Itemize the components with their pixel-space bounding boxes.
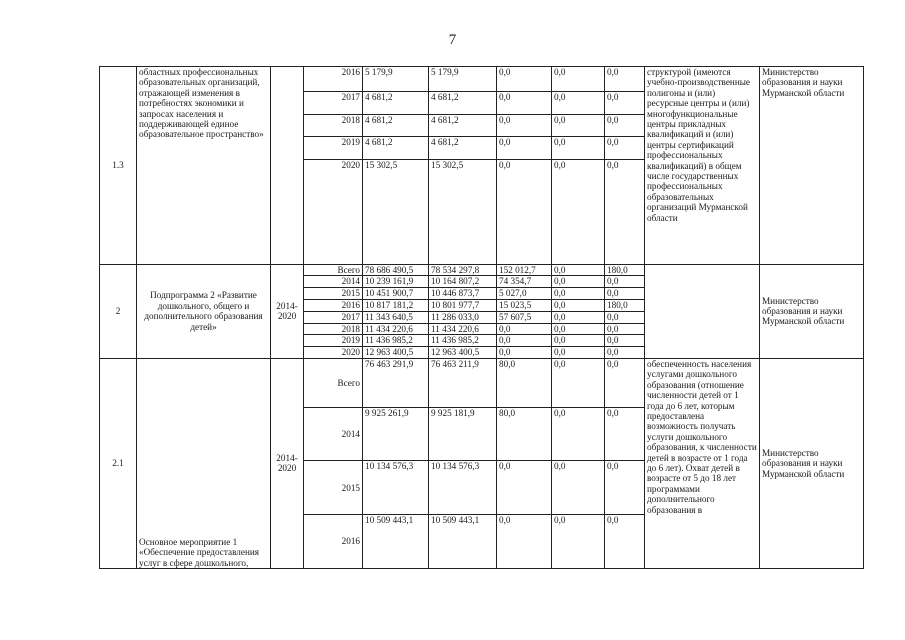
other-cell: 0,0	[605, 67, 645, 92]
other-cell: 0,0	[605, 347, 645, 359]
regional-cell: 5 179,9	[429, 67, 497, 92]
total-cell: 4 681,2	[363, 91, 429, 114]
regional-cell: 9 925 181,9	[429, 407, 497, 461]
federal-cell: 0,0	[497, 137, 552, 160]
regional-cell: 78 534 297,8	[429, 264, 497, 276]
total-cell: 76 463 291,9	[363, 358, 429, 407]
year-cell: 2017	[304, 311, 363, 323]
year-cell: 2016	[304, 67, 363, 92]
executor: Министерство образования и науки Мурманской области	[760, 358, 864, 568]
year-cell: 2017	[304, 91, 363, 114]
regional-cell: 10 801 977,7	[429, 299, 497, 311]
regional-cell: 11 286 033,0	[429, 311, 497, 323]
regional-cell: 76 463 211,9	[429, 358, 497, 407]
total-cell: 10 134 576,3	[363, 461, 429, 515]
activity-name: Подпрограмма 2 «Развитие дошкольного, общего и дополнительного образования детей»	[137, 264, 271, 358]
total-cell: 15 302,5	[363, 160, 429, 264]
local-cell: 0,0	[552, 137, 605, 160]
regional-cell: 4 681,2	[429, 114, 497, 137]
federal-cell: 0,0	[497, 335, 552, 347]
federal-cell: 0,0	[497, 67, 552, 92]
other-cell: 0,0	[605, 407, 645, 461]
total-cell: 10 817 181,2	[363, 299, 429, 311]
total-cell: 11 436 985,2	[363, 335, 429, 347]
year-cell: 2014	[304, 407, 363, 461]
regional-cell: 11 434 220,6	[429, 323, 497, 335]
year-cell: 2014	[304, 276, 363, 288]
year-cell: 2020	[304, 347, 363, 359]
federal-cell: 80,0	[497, 358, 552, 407]
federal-cell: 0,0	[497, 114, 552, 137]
period	[271, 67, 304, 265]
local-cell: 0,0	[552, 515, 605, 569]
total-cell: 10 451 900,7	[363, 288, 429, 300]
year-cell: 2019	[304, 137, 363, 160]
federal-cell: 57 607,5	[497, 311, 552, 323]
indicator: структурой (имеются учебно-производственные полигоны и (или) ресурсные центры и (или) многофункциональные центры прикладных квалификаций и (или) центры сертификаций профессиональных квалификаций) в общем числе государственных профессиональных образовательных организаций Мурманской области	[645, 67, 760, 265]
regional-cell: 10 134 576,3	[429, 461, 497, 515]
year-cell: 2019	[304, 335, 363, 347]
year-cell: 2016	[304, 299, 363, 311]
row-number: 2	[100, 264, 137, 358]
total-cell: 9 925 261,9	[363, 407, 429, 461]
regional-cell: 4 681,2	[429, 137, 497, 160]
local-cell: 0,0	[552, 335, 605, 347]
other-cell: 0,0	[605, 358, 645, 407]
local-cell: 0,0	[552, 347, 605, 359]
year-cell: 2018	[304, 323, 363, 335]
table-row	[100, 264, 864, 276]
federal-cell: 5 027,0	[497, 288, 552, 300]
regional-cell: 10 446 873,7	[429, 288, 497, 300]
period: 2014-2020	[271, 358, 304, 568]
other-cell: 0,0	[605, 461, 645, 515]
federal-cell: 152 012,7	[497, 264, 552, 276]
regional-cell: 15 302,5	[429, 160, 497, 264]
year-cell: Всего	[304, 358, 363, 407]
period: 2014-2020	[271, 264, 304, 358]
executor: Министерство образования и науки Мурманской области	[760, 67, 864, 265]
other-cell: 0,0	[605, 323, 645, 335]
regional-cell: 11 436 985,2	[429, 335, 497, 347]
other-cell: 0,0	[605, 335, 645, 347]
regional-cell: 4 681,2	[429, 91, 497, 114]
indicator	[645, 264, 760, 358]
budget-table	[99, 66, 864, 569]
local-cell: 0,0	[552, 323, 605, 335]
other-cell: 0,0	[605, 91, 645, 114]
page-number: 7	[448, 32, 457, 48]
total-cell: 11 343 640,5	[363, 311, 429, 323]
total-cell: 11 434 220,6	[363, 323, 429, 335]
local-cell: 0,0	[552, 358, 605, 407]
year-cell: 2015	[304, 288, 363, 300]
other-cell: 180,0	[605, 264, 645, 276]
other-cell: 0,0	[605, 311, 645, 323]
regional-cell: 12 963 400,5	[429, 347, 497, 359]
indicator: обеспеченность населения услугами дошкольного образования (отношение численности детей от 1 года до 6 лет, которым предоставлена возможность получать услуги дошкольного образования, к численности детей в возрасте от 1 года до 6 лет). Охват детей в возрасте от 5 до 18 лет программами дополнительного образования в	[645, 358, 760, 568]
year-cell: Всего	[304, 264, 363, 276]
other-cell: 0,0	[605, 160, 645, 264]
total-cell: 10 509 443,1	[363, 515, 429, 569]
total-cell: 10 239 161,9	[363, 276, 429, 288]
local-cell: 0,0	[552, 114, 605, 137]
year-cell: 2018	[304, 114, 363, 137]
local-cell: 0,0	[552, 264, 605, 276]
total-cell: 5 179,9	[363, 67, 429, 92]
activity-name: областных профессиональных образовательных организаций, отражающей изменения в потребностях экономики и запросах населения и поддерживающей единое образовательное пространство»	[137, 67, 271, 265]
local-cell: 0,0	[552, 91, 605, 114]
local-cell: 0,0	[552, 461, 605, 515]
local-cell: 0,0	[552, 276, 605, 288]
other-cell: 0,0	[605, 137, 645, 160]
federal-cell: 15 023,5	[497, 299, 552, 311]
total-cell: 12 963 400,5	[363, 347, 429, 359]
local-cell: 0,0	[552, 407, 605, 461]
row-number: 2.1	[100, 358, 137, 568]
federal-cell: 74 354,7	[497, 276, 552, 288]
local-cell: 0,0	[552, 288, 605, 300]
year-cell: 2020	[304, 160, 363, 264]
other-cell: 0,0	[605, 276, 645, 288]
local-cell: 0,0	[552, 67, 605, 92]
federal-cell: 0,0	[497, 160, 552, 264]
year-cell: 2015	[304, 461, 363, 515]
federal-cell: 0,0	[497, 323, 552, 335]
local-cell: 0,0	[552, 299, 605, 311]
regional-cell: 10 164 807,2	[429, 276, 497, 288]
other-cell: 0,0	[605, 288, 645, 300]
local-cell: 0,0	[552, 311, 605, 323]
year-cell: 2016	[304, 515, 363, 569]
other-cell: 0,0	[605, 515, 645, 569]
total-cell: 4 681,2	[363, 137, 429, 160]
table-row	[100, 67, 864, 92]
activity-name: Основное мероприятие 1 «Обеспечение предоставления услуг в сфере дошкольного,	[137, 358, 271, 568]
row-number: 1.3	[100, 67, 137, 265]
table-row	[100, 358, 864, 407]
local-cell: 0,0	[552, 160, 605, 264]
federal-cell: 80,0	[497, 407, 552, 461]
federal-cell: 0,0	[497, 91, 552, 114]
total-cell: 4 681,2	[363, 114, 429, 137]
other-cell: 180,0	[605, 299, 645, 311]
federal-cell: 0,0	[497, 515, 552, 569]
total-cell: 78 686 490,5	[363, 264, 429, 276]
other-cell: 0,0	[605, 114, 645, 137]
federal-cell: 0,0	[497, 461, 552, 515]
federal-cell: 0,0	[497, 347, 552, 359]
regional-cell: 10 509 443,1	[429, 515, 497, 569]
executor: Министерство образования и науки Мурманской области	[760, 264, 864, 358]
